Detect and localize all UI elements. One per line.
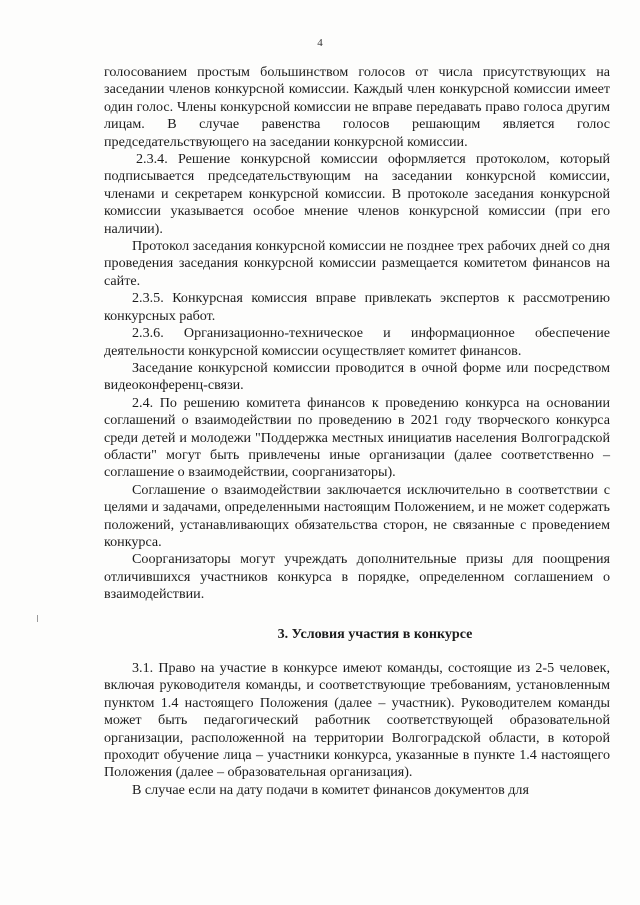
page-number: 4 <box>317 37 323 49</box>
margin-mark <box>37 615 38 622</box>
paragraph: Протокол заседания конкурсной комиссии не позднее трех рабочих дней со дня проведения заседания конкурсной комиссии размещается комитетом финансов на сайте. <box>104 238 610 289</box>
paragraph: 2.3.5. Конкурсная комиссия вправе привлекать экспертов к рассмотрению конкурсных работ. <box>104 290 610 324</box>
paragraph: 3.1. Право на участие в конкурсе имеют команды, состоящие из 2-5 человек, включая руководителя команды, и соответствующие требованиям, установленным пунктом 1.4 настоящего Положения (далее – участник). Руководителем команды может быть педагогический работник соответствующей образовательной организации, расположенной на территории Волгоградской области, в которой проходит обучение лица – участники конкурса, указанные в пункте 1.4 настоящего Положения (далее – образовательная организация). <box>104 660 610 781</box>
document-body <box>104 64 610 799</box>
paragraph: голосованием простым большинством голосов от числа присутствующих на заседании членов конкурсной комиссии. Каждый член конкурсной комиссии имеет один голос. Члены конкурсной комиссии не вправе передавать право голоса другим лицам. В случае равенства голосов решающим является голос председательствующего на заседании конкурсной комиссии. <box>104 64 610 150</box>
paragraph: Заседание конкурсной комиссии проводится в очной форме или посредством видеоконференц-связи. <box>104 359 610 394</box>
paragraph: В случае если на дату подачи в комитет финансов документов для <box>132 781 529 798</box>
paragraph: 2.3.4. Решение конкурсной комиссии оформляется протоколом, который подписывается председательствующим на заседании конкурсной комиссии, членами и секретарем конкурсной комиссии. В протоколе заседания конкурсной комиссии указывается особое мнение членов конкурсной комиссии (при его наличии). <box>104 151 610 237</box>
paragraph: Соорганизаторы могут учреждать дополнительные призы для поощрения отличившихся участников конкурса в порядке, определенном соглашением о взаимодействии. <box>104 551 610 603</box>
paragraph: 2.3.6. Организационно-техническое и информационное обеспечение деятельности конкурсной комиссии осуществляет комитет финансов. <box>104 325 610 359</box>
section-heading: 3. Условия участия в конкурсе <box>277 625 473 642</box>
paragraph: Соглашение о взаимодействии заключается исключительно в соответствии с целями и задачами, определенными настоящим Положением, и не может содержать положений, устанавливающих обязательства сторон, не связанные с проведением конкурса. <box>104 481 610 550</box>
paragraph: 2.4. По решению комитета финансов к проведению конкурса на основании соглашений о взаимодействии по проведению в 2021 году творческого конкурса среди детей и молодежи "Поддержка местных инициатив населения Волгоградской области" могут быть привлечены иные организации (далее соответственно – соглашение о взаимодействии, соорганизаторы). <box>104 394 610 481</box>
